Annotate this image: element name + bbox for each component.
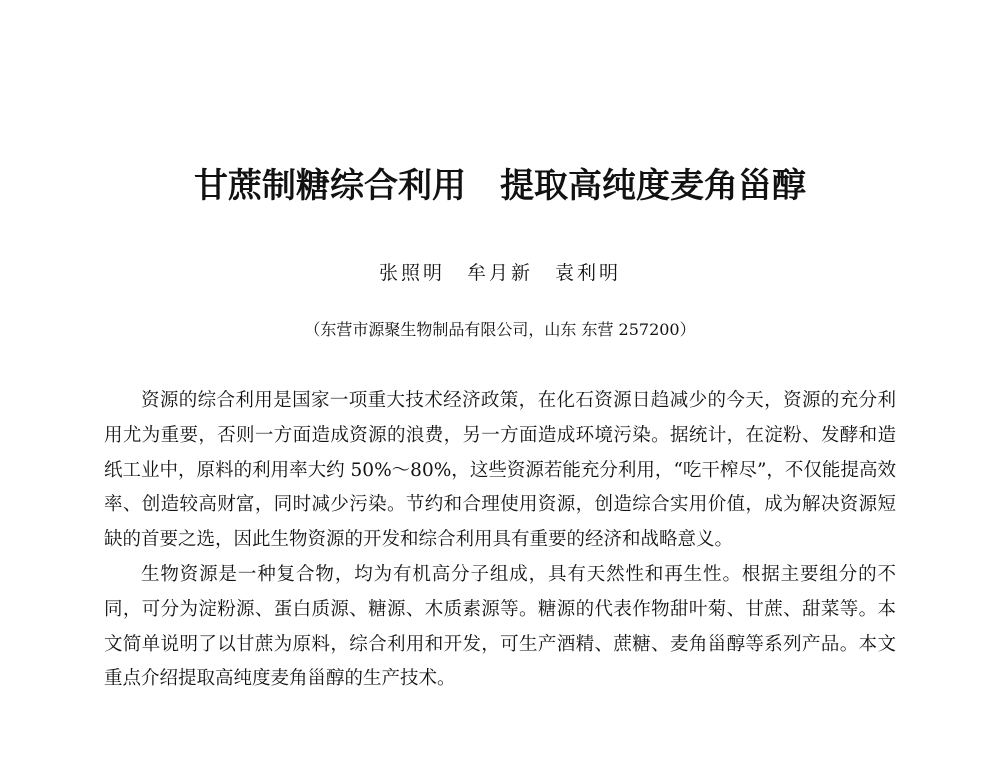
body-text xyxy=(104,384,896,697)
paragraph-resource-utilization: 资源的综合利用是国家一项重大技术经济政策，在化石资源日趋减少的今天，资源的充分利用尤为重要，否则一方面造成资源的浪费，另一方面造成环境污染。据统计，在淀粉、发酵和造纸工业中，原料的利用率大约 50%～80%，这些资源若能充分利用，“吃干榨尽”，不仅能提高效率、创造较高财富，同时减少污染。节约和合理使用资源，创造综合实用价值，成为解决资源短缺的首要之选，因此生物资源的开发和综合利用具有重要的经济和战略意义。 xyxy=(104,390,896,551)
author-list: 张照明 牟月新 袁利明 xyxy=(378,262,621,284)
paper-title: 甘蔗制糖综合利用 提取高纯度麦角甾醇 xyxy=(194,166,806,206)
paragraph-biological-resources: 生物资源是一种复合物，均为有机高分子组成，具有天然性和再生性。根据主要组分的不同，可分为淀粉源、蛋白质源、糖源、木质素源等。糖源的代表作物甜叶菊、甘蔗、甜菜等。本文简单说明了以甘蔗为原料，综合利用和开发，可生产酒精、蔗糖、麦角甾醇等系列产品。本文重点介绍提取高纯度麦角甾醇的生产技术。 xyxy=(104,563,896,690)
author-affiliation: （东营市源聚生物制品有限公司，山东 东营 257200） xyxy=(304,320,696,339)
